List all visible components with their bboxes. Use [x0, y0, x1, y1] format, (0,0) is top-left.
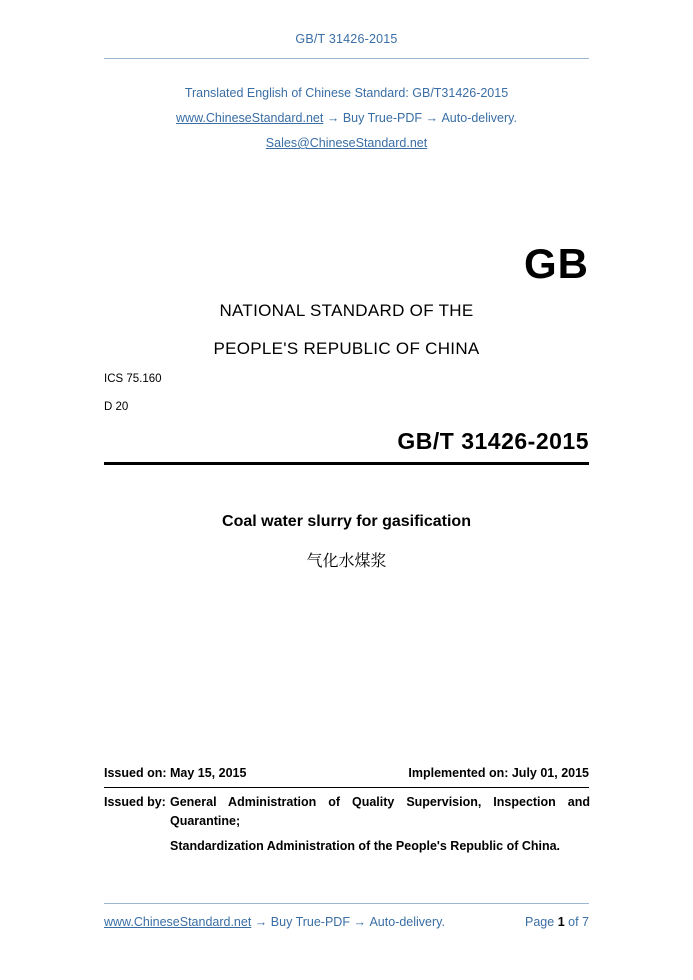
header-divider	[104, 58, 589, 59]
arrow-right-icon-2: →	[425, 111, 438, 125]
page-indicator	[525, 915, 589, 929]
ics-code: ICS 75.160	[104, 373, 162, 385]
promo-line-email	[0, 131, 693, 156]
national-standard-line-2: PEOPLE'S REPUBLIC OF CHINA	[213, 339, 480, 358]
document-title-chinese: 气化水煤浆	[306, 551, 387, 570]
issuing-organization-1: General Administration of Quality Supervision, Inspection and Quarantine;	[170, 795, 590, 828]
page-total: 7	[582, 915, 589, 929]
standard-number: GB/T 31426-2015	[397, 428, 589, 454]
buy-true-pdf-label[interactable]: Buy True-PDF	[342, 111, 422, 125]
footer-arrow-right-icon-2: →	[353, 915, 366, 929]
promo-line-translated: Translated English of Chinese Standard: GB/T31426-2015	[184, 86, 509, 100]
issuing-organization-2: Standardization Administration of the People's Republic of China.	[170, 839, 561, 853]
promo-block	[0, 81, 693, 156]
page-label: Page	[525, 915, 555, 929]
footer-chinesestandard-link[interactable]: www.ChineseStandard.net	[104, 915, 252, 929]
arrow-right-icon: →	[326, 111, 340, 125]
footer-auto-delivery-label: Auto-delivery.	[369, 915, 445, 929]
issue-divider	[104, 787, 589, 788]
footer-links	[104, 915, 445, 929]
implemented-on-date: Implemented on: July 01, 2015	[408, 766, 589, 780]
page-of-label: of	[568, 915, 579, 929]
issued-on-date: Issued on: May 15, 2015	[104, 766, 247, 780]
footer-divider	[104, 903, 589, 904]
standard-number-rule	[104, 462, 589, 465]
promo-line-links	[0, 106, 693, 131]
chinesestandard-link[interactable]: www.ChineseStandard.net	[176, 111, 324, 125]
page-footer	[104, 915, 589, 929]
classification-code: D 20	[104, 401, 129, 413]
header-standard-code: GB/T 31426-2015	[295, 32, 398, 46]
page-number: 1	[557, 915, 565, 929]
issued-by-label: Issued by:	[104, 795, 166, 809]
footer-arrow-right-icon: →	[254, 915, 268, 929]
issued-by-org-1-row	[104, 793, 590, 831]
auto-delivery-label: Auto-delivery.	[441, 111, 517, 125]
issue-dates-row	[104, 766, 589, 780]
footer-buy-true-pdf-label[interactable]: Buy True-PDF	[270, 915, 350, 929]
national-standard-line-1: NATIONAL STANDARD OF THE	[219, 301, 474, 320]
sales-email-link[interactable]: Sales@ChineseStandard.net	[265, 136, 428, 150]
document-title-english: Coal water slurry for gasification	[222, 513, 471, 530]
gb-logo: GB	[524, 240, 589, 287]
issued-by-block	[104, 793, 590, 856]
page-header	[0, 30, 693, 48]
